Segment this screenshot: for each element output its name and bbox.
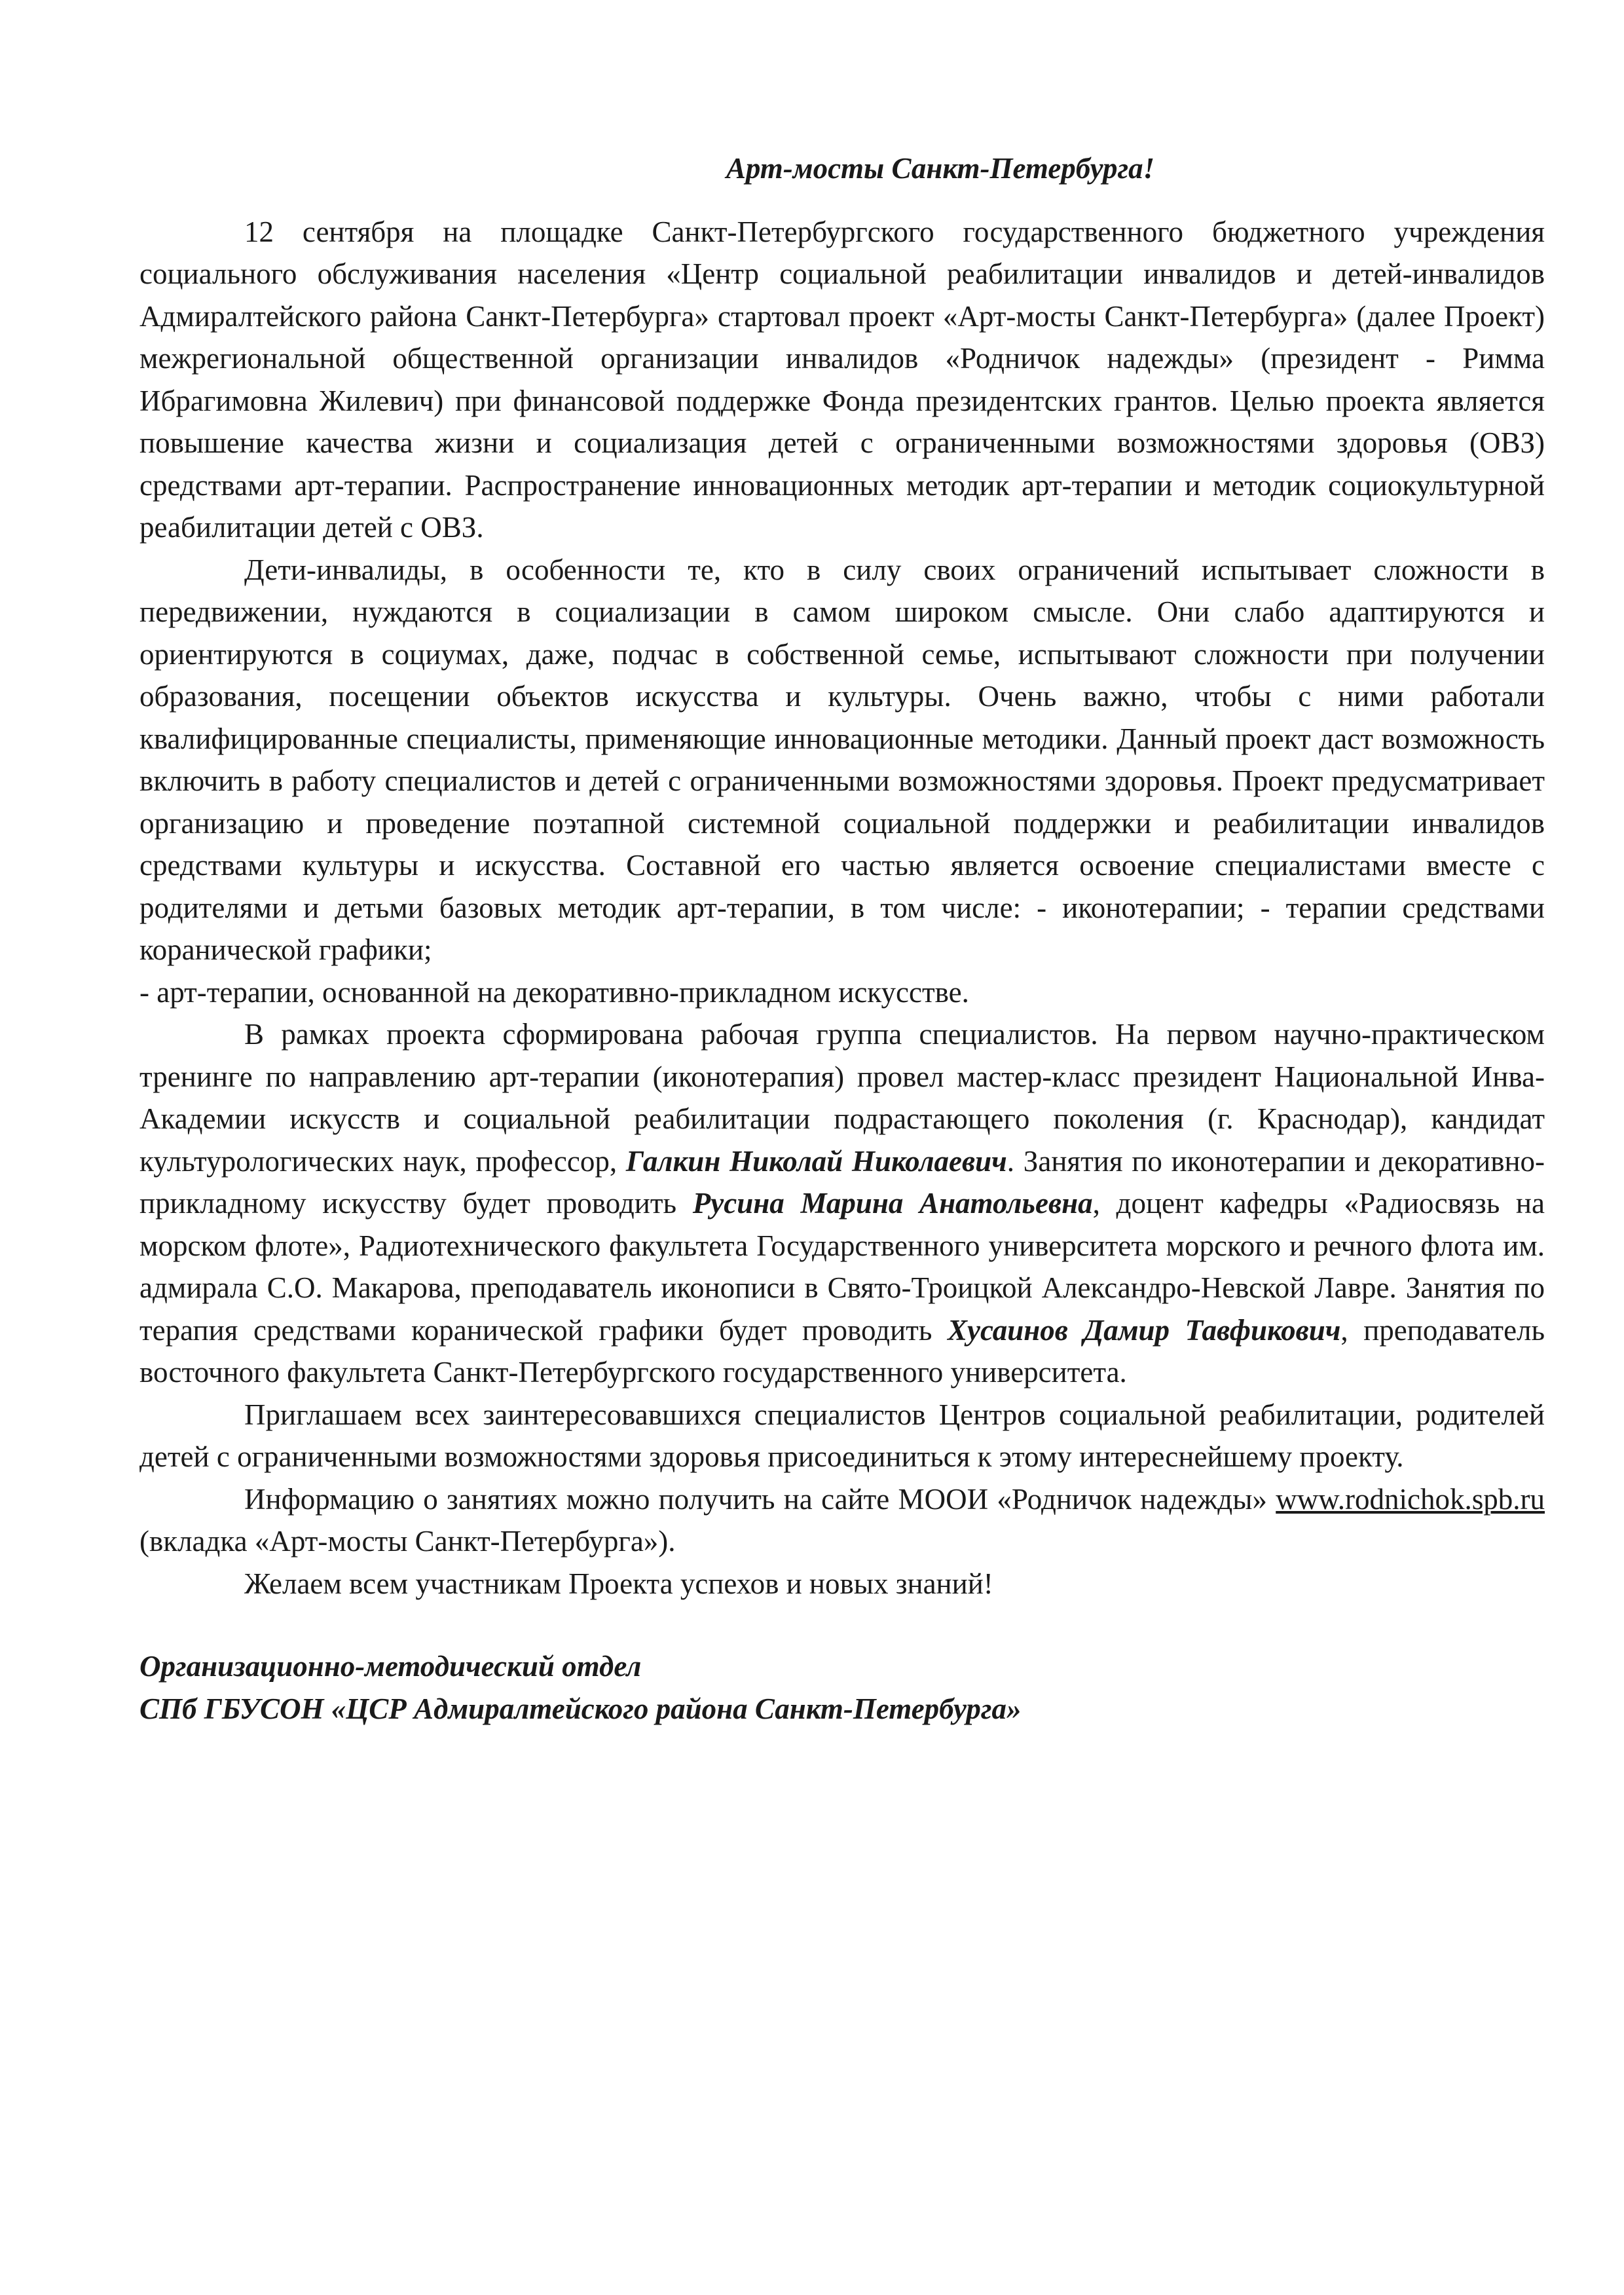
person-name-rusina: Русина Марина Анатольевна bbox=[692, 1187, 1093, 1220]
text-segment: В рамках проекта сформирована рабочая группа специалистов. На первом научно-практическом тренинге по направлению арт-терапии (иконотерапия) провел мастер-класс президент Национальной Инва-Академии искусств и социальной реабилитации подрастающего поколения (г. Краснодар), кандидат культурологических наук, профессор, bbox=[139, 1018, 1545, 1178]
paragraph-intro: 12 сентября на площадке Санкт-Петербургского государственного бюджетного учреждения социального обслуживания населения «Центр социальной реабилитации инвалидов и детей-инвалидов Адмиралтейского района Санкт-Петербурга» стартовал проект «Арт-мосты Санкт-Петербурга» (далее Проект) межрегиональной общественной организации инвалидов «Родничок надежды» (президент - Римма Ибрагимовна Жилевич) при финансовой поддержке Фонда президентских грантов. Целью проекта является повышение качества жизни и социализация детей с ограниченными возможностями здоровья (ОВЗ) средствами арт-терапии. Распространение инновационных методик арт-терапии и методик социокультурной реабилитации детей с ОВЗ. bbox=[139, 215, 1545, 544]
person-name-khusainov: Хусаинов Дамир Тавфикович bbox=[947, 1313, 1341, 1347]
text-segment: (вкладка «Арт-мосты Санкт-Петербурга»). bbox=[139, 1525, 676, 1558]
person-name-galkin: Галкин Николай Николаевич bbox=[625, 1144, 1007, 1178]
text-segment: , доцент кафедры «Радиосвязь на морском флоте», Радиотехнического факультета Государственного университета морского и речного флота им. адмирала С.О. Макарова, преподаватель иконописи в Свято-Троицкой Александро-Невской Лавре. Занятия по терапия средствами коранической графики будет проводить bbox=[139, 1187, 1545, 1347]
paragraph-info bbox=[139, 1478, 1545, 1563]
paragraph-invitation: Приглашаем всех заинтересовавшихся специалистов Центров социальной реабилитации, родителей детей с ограниченными возможностями здоровья присоединиться к этому интереснейшему проекту. bbox=[139, 1398, 1545, 1473]
text-segment: , преподаватель восточного факультета Санкт-Петербургского государственного университета. bbox=[139, 1313, 1545, 1389]
signature-block bbox=[139, 1645, 1545, 1730]
paragraph-wishes: Желаем всем участникам Проекта успехов и новых знаний! bbox=[244, 1567, 993, 1600]
signature-department: Организационно-методический отдел bbox=[139, 1650, 642, 1683]
text-segment: Информацию о занятиях можно получить на сайте МООИ «Родничок надежды» bbox=[244, 1482, 1267, 1516]
paragraph-children-last-line: - арт-терапии, основанной на декоративно-прикладном искусстве. bbox=[139, 975, 969, 1009]
text-segment: . Занятия по иконотерапии и декоративно-прикладному искусству будет проводить bbox=[139, 1144, 1545, 1220]
paragraph-working-group bbox=[139, 1013, 1545, 1394]
paragraph-children: Дети-инвалиды, в особенности те, кто в силу своих ограничений испытывает сложности в передвижении, нуждаются в социализации в самом широком смысле. Они слабо адаптируются и ориентируются в социумах, даже, подчас в собственной семье, испытывают сложности при получении образования, посещении объектов искусства и культуры. Очень важно, чтобы с ними работали квалифицированные специалисты, применяющие инновационные методики. Данный проект даст возможность включить в работу специалистов и детей с ограниченными возможностями здоровья. Проект предусматривает организацию и проведение поэтапной системной социальной поддержки и реабилитации инвалидов средствами культуры и искусства. Составной его частью является освоение специалистами вместе с родителями и детьми базовых методик арт-терапии, в том числе: - иконотерапии; - терапии средствами коранической графики; bbox=[139, 553, 1545, 966]
website-link[interactable]: www.rodnichok.spb.ru bbox=[1276, 1482, 1545, 1516]
document-title: Арт-мосты Санкт-Петербурга! bbox=[726, 152, 1155, 185]
signature-organization: СПб ГБУСОН «ЦСР Адмиралтейского района Санкт-Петербурга» bbox=[139, 1692, 1022, 1725]
document-body bbox=[139, 147, 1545, 1730]
